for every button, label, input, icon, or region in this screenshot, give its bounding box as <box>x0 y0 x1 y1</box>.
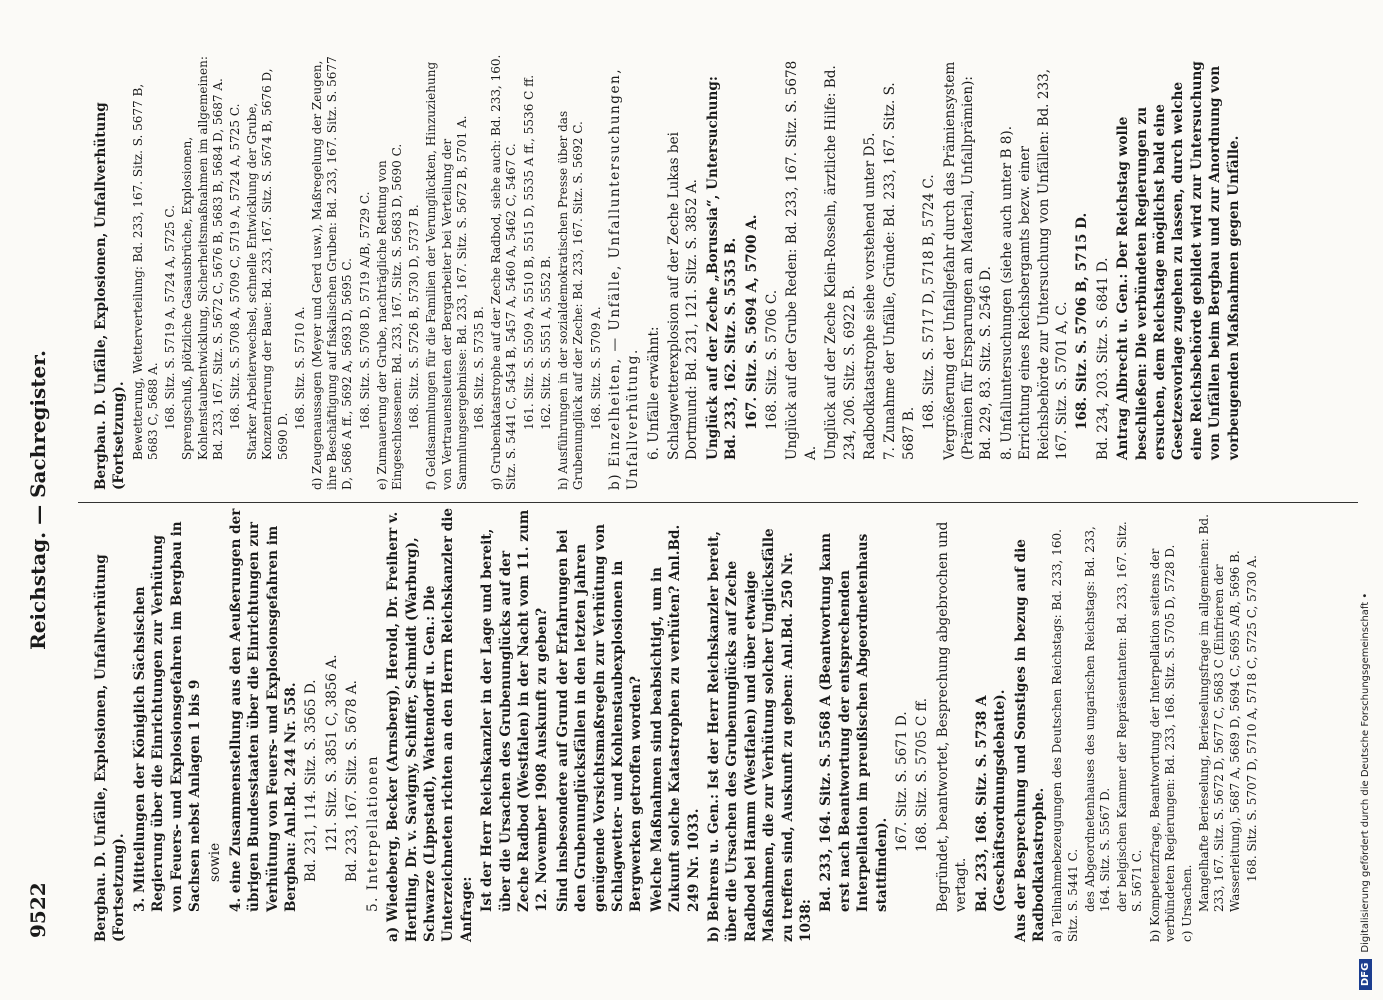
index-entry: Welche Maßnahmen sind beabsichtigt, um in Zukunft solche Katastrophen zu verhüten? Anl.Bd. 249 Nr. 1033. <box>648 524 702 912</box>
index-entry: 168. Sitz. S. 5707 D, 5710 A, 5718 C, 5725 C, 5730 A. <box>1244 555 1259 882</box>
index-entry: Schlagwetterexplosion auf der Zeche Lukas bei Dortmund: Bd. 231, 121. Sitz. S. 3852 A. <box>665 131 701 460</box>
index-entry: 168. Sitz. S. 5708 A, 5709 C, 5719 A, 5724 A, 5725 C. <box>228 103 243 430</box>
attribution-text: Digitalisierung gefördert durch die Deutsche Forschungsgemeinschaft • <box>1359 592 1371 953</box>
index-entry: 162. Sitz. S. 5551 A, 5552 B. <box>538 255 553 430</box>
right-column <box>92 54 1245 490</box>
index-entry: Vergrößerung der Unfallgefahr durch das Prämiensystem (Prämien für Ersparungen an Material, Unfallprämien): Bd. 229, 83. Sitz. S. 2546 D. <box>941 61 995 460</box>
dfg-logo: DFG <box>1359 959 1372 990</box>
index-entry: c) Ursachen. <box>1179 864 1194 942</box>
index-entry: 8. Unfalluntersuchungen (siehe auch unter B 8). Errichtung eines Reichsbergamts bezw. einer Reichsbehörde zur Untersuchung von Unfällen: Bd. 233, 167. Sitz. S. 5701 A, C. <box>998 68 1071 460</box>
index-entry: Bewetterung, Wetterverteilung: Bd. 233, 167. Sitz. S. 5677 B, 5683 C, 5688 A. <box>130 83 161 460</box>
index-entry: 121. Sitz. S. 3851 C, 3856 A. <box>323 654 340 852</box>
running-title: Reichstag. — Sachregister. <box>26 350 50 650</box>
index-entry: der belgischen Kammer der Repräsentanten: Bd. 233, 167. Sitz. S. 5671 C. <box>1115 521 1145 912</box>
page-number: 9522 <box>26 882 50 938</box>
index-entry: 168. Sitz. S. 5726 B, 5730 D, 5737 B. <box>407 204 422 430</box>
index-entry: g) Grubenkatastrophe auf der Zeche Radbod, siehe auch: Bd. 233, 160. Sitz. S. 5441 C, 5454 B, 5457 A, 5460 A, 5462 C, 5467 C. <box>489 54 519 490</box>
index-entry: Bd. 233, 164. Sitz. S. 5568 A (Beantwortung kann erst nach Beantwortung der entsprechenden Interpellation im preußischen Abgeordnetenhaus stattfinden). <box>818 533 890 912</box>
index-entry: Bd. 234, 203. Sitz. S. 6841 D. <box>1094 257 1111 460</box>
index-entry: Sprengschuß, plötzliche Gasausbrüche, Explosionen, Kohlenstaubentwicklung, Sicherheitsmaßnahmen im allgemeinen: Bd. 233, 167. Sitz. S. 5672 C, 5676 B, 5683 B, 5684 D, 5687 A. <box>180 56 225 460</box>
index-entry: Mangelhafte Berieselung, Berieselungsfrage im allgemeinen: Bd. 233, 167. Sitz. S. 5672 D, 5677 C, 5683 C (Einfrieren der Wasserleitung), 5687 A, 5689 D, 5694 C, 5695 A/B, 5696 B. <box>1197 514 1242 912</box>
index-entry: Bergbau. D. Unfälle, Explosionen, Unfallverhütung (Fortsetzung). <box>93 554 128 942</box>
index-entry: 168. Sitz. S. 5706 B, 5715 D. <box>1074 212 1091 430</box>
index-entry: 167. Sitz. S. 5694 A, 5700 A. <box>743 214 760 430</box>
index-entry: 168. Sitz. S. 5710 A. <box>292 306 307 430</box>
index-entry: e) Zumauerung der Grube, nachträgliche Rettung von Eingeschlossenen: Bd. 233, 167. Sitz. S. 5683 D, 5690 C. <box>374 143 405 490</box>
index-entry: h) Ausführungen in der sozialdemokratischen Presse über das Grubenunglück auf der Zeche: Bd. 233, 167. Sitz. S. 5692 C. <box>556 110 586 490</box>
index-entry: Bd. 233, 167. Sitz. S. 5678 A. <box>344 680 361 882</box>
page-header <box>18 40 58 960</box>
index-entry: 168. Sitz. S. 5709 A. <box>588 306 603 430</box>
index-entry: Antrag Albrecht u. Gen.: Der Reichstag wolle beschließen: Die verbündeten Regierungen zu ersuchen, dem Reichstage möglichst bald eine Gesetzesvorlage zugehen zu lassen, durch welche eine Reichsbehörde gebildet wird zur Untersuchung von Unfällen beim Bergbau und zur Anordnung von vorbeugenden Maßnahmen gegen Unfälle. <box>1115 61 1242 460</box>
index-entry: 7. Zunahme der Unfälle, Gründe: Bd. 233, 167. Sitz. S. 5687 B. <box>882 82 917 460</box>
index-entry: 168. Sitz. S. 5717 D, 5718 B, 5724 C. <box>921 174 938 430</box>
index-entry: d) Zeugenaussagen (Meyer und Gerd usw.), Maßregelung der Zeugen, ihre Beschäftigung auf fiskalischen Gruben: Bd. 233, 167. Sitz. S. 5677 D, 5686 A ff., 5692 A, 5693 D, 5695 C. <box>310 56 355 490</box>
index-entry: 168. Sitz. S. 5706 C. <box>763 289 780 430</box>
index-entry: Begründet, beantwortet, Besprechung abgebrochen und vertagt. <box>934 521 970 912</box>
index-entry: Starker Arbeiterwechsel, schnelle Entwicklung der Grube, Konzentrierung der Baue: Bd. 233, 167. Sitz. S. 5674 B, 5676 D, 5690 D. <box>245 68 290 460</box>
index-entry: 168. Sitz. S. 5708 D, 5719 A/B, 5729 C. <box>357 191 372 430</box>
index-entry: Unglück auf der Zeche Klein-Rosseln, ärztliche Hilfe: Bd. 234, 206. Sitz. S. 6922 B. <box>823 65 858 460</box>
index-entry: a) Teilnahmebezeugungen des Deutschen Reichstags: Bd. 233, 160. Sitz. S. 5441 C. <box>1050 529 1080 942</box>
index-entry: 168. Sitz. S. 5705 C ff. <box>914 697 931 852</box>
index-entry: 168. Sitz. S. 5719 A, 5724 A, 5725 C. <box>163 204 178 430</box>
column-divider <box>78 502 1358 503</box>
index-entry: Unglück auf der Zeche „Borussia“, Untersuchung: Bd. 233, 162. Sitz. S. 5535 B. <box>704 76 740 460</box>
left-column <box>92 506 1262 942</box>
index-entry: a) Wiedeberg, Becker (Arnsberg), Herold, Dr. Freiherr v. Hertling, Dr. v. Savigny, Schiffer, Schmidt (Warburg), Schwarze (Lippstadt), Wattendorff u. Gen.: Die Unterzeichneten richten an den Herrn Reichskanzler die Anfrage: <box>385 507 475 942</box>
index-entry: Radbodkatastrophe siehe vorstehend unter D5. <box>861 132 878 460</box>
index-entry: f) Geldsammlungen für die Familien der Verunglückten, Hinzuziehung von Vertrauensleuten der Bergarbeiter bei Verteilung der Sammlungsergebnisse: Bd. 233, 167. Sitz. S. 5672 B, 5701 A. <box>424 61 469 490</box>
index-entry: 3. Mitteilungen der Königlich Sächsischen Regierung über die Einrichtungen zur Verhütung von Feuers- und Explosionsgefahren im Bergbau in Sachsen nebst Anlagen 1 bis 9 <box>131 521 204 912</box>
index-entry: Bd. 231, 114. Sitz. S. 3565 D. <box>303 679 320 882</box>
index-entry: 4. eine Zusammenstellung aus den Aeußerungen der übrigen Bundesstaaten über die Einrichtungen zur Verhütung von Feuers- und Explosionsgefahren im Bergbau: Anl.Bd. 244 Nr. 558. <box>227 508 300 912</box>
index-entry: sowie <box>207 842 224 882</box>
index-entry: Bergbau. D. Unfälle, Explosionen, Unfallverhütung (Fortsetzung). <box>93 102 128 490</box>
index-entry: Unglück auf der Grube Reden: Bd. 233, 167. Sitz. S. 5678 A. <box>784 60 819 460</box>
index-entry: des Abgeordnetenhauses des ungarischen Reichstags: Bd. 233, 164. Sitz. S. 5567 D. <box>1082 526 1112 912</box>
index-entry: Aus der Besprechung und Sonstiges in bezug auf die Radbodkatastrophe. <box>1012 539 1047 942</box>
index-entry: Ist der Herr Reichskanzler in der Lage und bereit, über die Ursachen des Grubenunglücks auf der Zeche Radbod (Westfalen) in der Nacht vom 11. zum 12. November 1908 Auskunft zu geben? <box>479 509 551 912</box>
index-entry: 6. Unfälle erwähnt: <box>645 326 662 460</box>
index-entry: 161. Sitz. S. 5509 A, 5510 B, 5515 D, 5535 A ff., 5536 C ff. <box>521 74 536 430</box>
index-entry: 168. Sitz. S. 5735 B. <box>472 306 487 430</box>
index-entry: b) Kompetenzfrage, Beantwortung der Interpellation seitens der verbündeten Regierungen: Bd. 233, 168. Sitz. S. 5705 D, 5728 D. <box>1147 544 1177 942</box>
index-entry: b) Behrens u. Gen.: Ist der Herr Reichskanzler bereit, über die Ursachen des Grubenunglücks auf Zeche Radbod bei Hamm (Westfalen) und über etwaige Maßnahmen, die zur Verhütung solcher Unglücksfälle zu treffen sind, Auskunft zu geben: Anl.Bd. 250 Nr. 1038: <box>706 528 815 942</box>
index-entry: 167. Sitz. S. 5671 D. <box>894 711 911 852</box>
index-entry: Bd. 233, 168. Sitz. S. 5738 A (Geschäftsordnungsdebatte). <box>973 689 1009 912</box>
index-entry: b) Einzelheiten, — Unfälle, Unfalluntersuchungen, Unfallverhütung. <box>606 67 642 490</box>
index-entry: Sind insbesondere auf Grund der Erfahrungen bei den Grubenunglücksfällen in den letzten Jahren genügende Vorsichtsmaßregeln zur Verhütung von Schlagwetter- und Kohlenstaubexplosionen in Bergwerken getroffen worden? <box>554 523 645 912</box>
side-attribution <box>1350 10 1380 990</box>
index-entry: 5. Interpellationen <box>364 754 381 912</box>
